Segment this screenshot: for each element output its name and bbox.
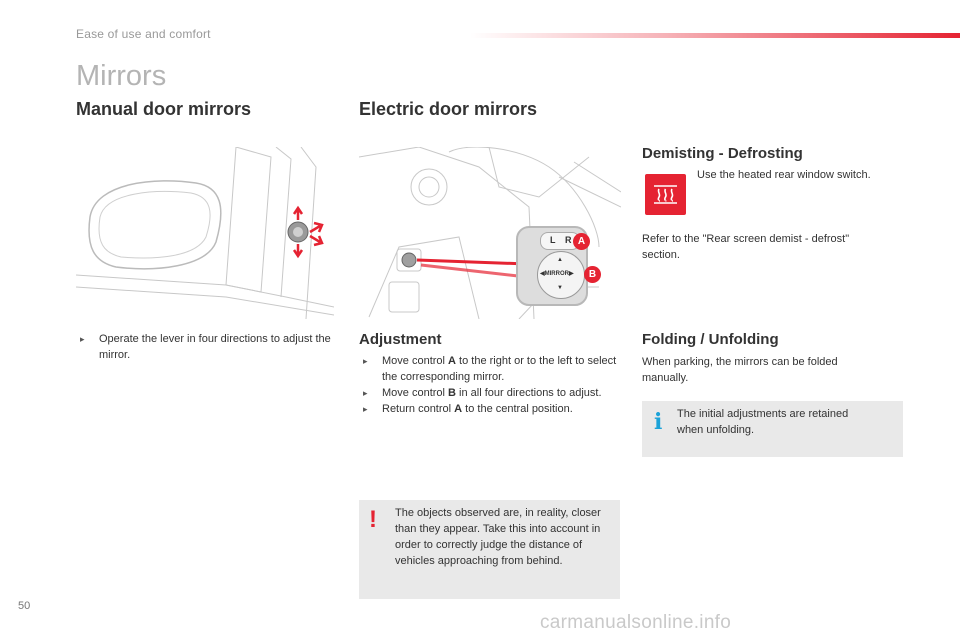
info-note-text: The initial adjustments are retained when unfolding. [677, 408, 849, 436]
demisting-heading: Demisting - Defrosting [642, 145, 803, 162]
warning-note [359, 500, 620, 599]
folding-text: When parking, the mirrors can be folded manually. [642, 356, 838, 384]
info-note [642, 401, 903, 457]
callout-a-badge: A [573, 233, 590, 250]
demisting-text: Use the heated rear window switch. [697, 169, 871, 181]
manual-mirror-illustration [76, 147, 334, 319]
adjustment-step: ▸ Return control A to the central position. [359, 401, 621, 417]
adjustment-step: ▸ Move control A to the right or to the left to select the corresponding mirror. [359, 353, 621, 385]
left-mirror-label: L [550, 235, 556, 245]
section-label: Ease of use and comfort [76, 27, 211, 41]
up-arrow: ▲ [557, 257, 563, 263]
adjustment-step: ▸ Move control B in all four directions to adjust. [359, 385, 621, 401]
watermark: carmanualsonline.info [540, 612, 732, 633]
adjustment-list [359, 353, 621, 417]
page-title: Mirrors [76, 60, 167, 92]
folding-heading: Folding / Unfolding [642, 331, 779, 348]
adjustment-heading: Adjustment [359, 331, 442, 348]
mirror-adjust-joystick [537, 251, 585, 299]
page-number: 50 [18, 600, 31, 612]
mirror-label: ◀MIRROR▶ [540, 271, 574, 277]
warning-icon: ! [369, 506, 377, 533]
callout-b-badge: B [584, 266, 601, 283]
header-accent-bar [470, 33, 960, 38]
electric-mirrors-heading: Electric door mirrors [359, 99, 538, 119]
rear-window-defrost-icon [645, 174, 686, 215]
manual-mirrors-heading: Manual door mirrors [76, 99, 252, 119]
right-mirror-label: R [565, 235, 572, 245]
down-arrow: ▼ [557, 285, 563, 291]
info-icon: i [654, 409, 663, 435]
warning-note-text: The objects observed are, in reality, closer than they appear. Take this into account in order to correctly judge the distance of vehicles approaching from behind. [395, 507, 601, 567]
demisting-reference: Refer to the "Rear screen demist - defrost" section. [642, 233, 850, 261]
manual-instruction: ▸ Operate the lever in four directions to adjust the mirror. [76, 331, 334, 363]
